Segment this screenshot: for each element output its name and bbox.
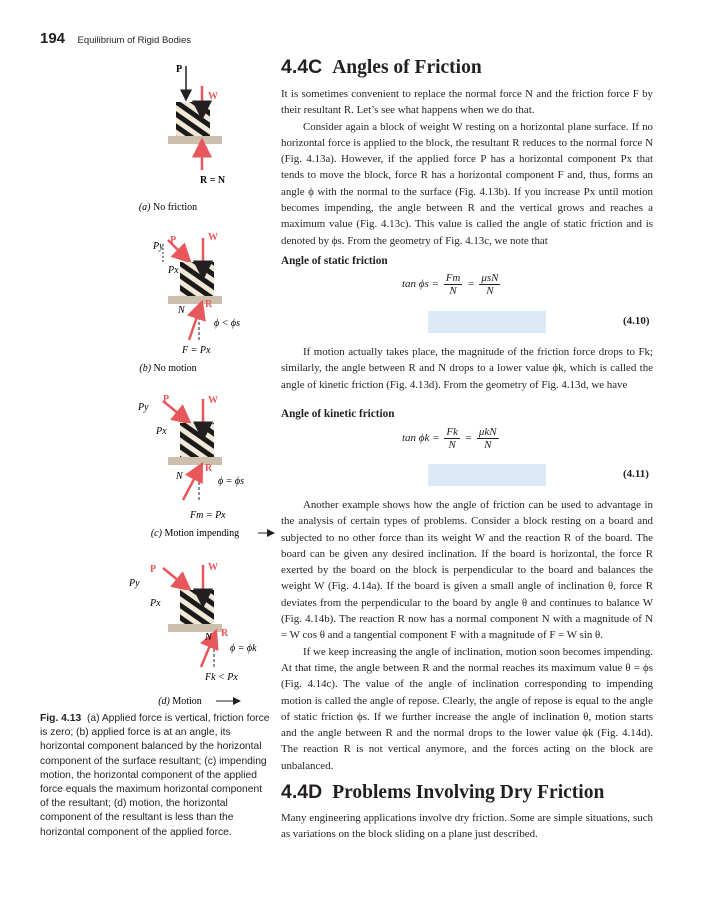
- body-text-3: [281, 497, 653, 774]
- body-text-2: [281, 344, 653, 393]
- diagram-a: [168, 64, 226, 186]
- label-r: R: [205, 463, 213, 474]
- equation-number: (4.10): [623, 315, 650, 327]
- block: [180, 262, 214, 296]
- force-p-arrow: [163, 568, 190, 590]
- subcaption-a: (a) No friction: [138, 202, 198, 213]
- block: [180, 423, 214, 457]
- label-px: Px: [150, 598, 161, 609]
- label-py: Py: [138, 402, 149, 413]
- ground: [168, 624, 222, 632]
- label-phi: ϕ = ϕk: [230, 643, 257, 654]
- figure-caption-text: (a) Applied force is vertical, friction force is zero; (b) applied force is at an angle, its horizontal component balanced by the horizontal component of the surface resultant; (c) impending motion, the horizontal component of the applied force equals the maximum horizontal component of the resultant; (d) motion, the horizontal component of the resultant is less than the horizontal component of the applied force.: [40, 713, 270, 838]
- diagram-c: [137, 394, 244, 521]
- label-f: F = Px: [182, 345, 211, 356]
- label-w: W: [208, 232, 218, 243]
- heading-angle-kinetic-friction: Angle of kinetic friction: [281, 408, 395, 420]
- label-w: W: [208, 395, 218, 406]
- equation-4-10: tan ϕs = $\frac{Fm}{N}$ = $\frac{\text{μsN}}{N}$: [402, 272, 499, 297]
- section-heading-4-4d: 4.4D Problems Involving Dry Friction: [281, 781, 605, 803]
- label-n: N: [176, 471, 183, 482]
- section-heading-4-4c: 4.4C Angles of Friction: [281, 56, 482, 78]
- ground: [168, 136, 222, 144]
- paragraph: It is sometimes convenient to replace the normal force N and the friction force F by their resultant R. Let’s see what happens when we do that.: [281, 88, 653, 117]
- label-p: P: [170, 235, 177, 246]
- label-n: N: [205, 632, 212, 643]
- label-phi: ϕ < ϕs: [214, 318, 240, 329]
- subcaption-d: (d) Motion: [158, 696, 202, 707]
- equation-number: (4.11): [623, 468, 649, 480]
- page-number: 194: [40, 30, 66, 47]
- label-w: W: [208, 91, 218, 102]
- block: [176, 102, 210, 136]
- label-px: Px: [168, 265, 179, 276]
- body-text-4: [281, 810, 653, 843]
- label-py: Py: [153, 241, 164, 252]
- paragraph: Many engineering applications involve dry friction. Some are simple situations, such as variations on the block sliding on a plane just described.: [281, 812, 653, 841]
- figure-label: Fig. 4.13: [40, 713, 82, 724]
- label-p: P: [176, 64, 183, 75]
- reaction-arrow: [189, 302, 202, 340]
- paragraph: Another example shows how the angle of friction can be used to advantage in the analysis of certain types of problems. Consider a block resting on a board and subjected to no other force than its weight W and the reaction R of the board. The board can be given any desired inclination. If the board is horizontal, the force R exerted by the board on the block is perpendicular to the board and balances the weight W (Fig. 4.14a). If the board is given a small angle of inclination θ, force R deviates from the perpendicular to the board by angle θ and continues to balance W (Fig. 4.14b). The reaction R now has a normal component N with a magnitude of N = W cos θ and a tangential component F with a magnitude of F = W sin θ.: [281, 499, 653, 642]
- equation-4-11: tan ϕk = $\frac{Fk}{N}$ = $\frac{\text{μkN}}{N}$: [402, 426, 497, 451]
- heading-angle-static-friction: Angle of static friction: [281, 255, 388, 267]
- diagram-d: [128, 562, 257, 683]
- subcaption-c: (c) Motion impending: [150, 528, 240, 539]
- running-title: Equilibrium of Rigid Bodies: [77, 35, 192, 46]
- figure-4-13: [0, 0, 280, 720]
- equation-box: [428, 464, 546, 486]
- label-fk: Fk < Px: [205, 672, 238, 683]
- figure-caption: [40, 712, 270, 840]
- paragraph: Consider again a block of weight W resting on a horizontal plane surface. If no horizontal force is applied to the block, the resultant R reduces to the normal force N (Fig. 4.13a). However, if the applied force P has a horizontal component Px that tends to move the block, force R has a horizontal component F and, thus, forms an angle ϕ with the normal to the surface (Fig. 4.13b). If you increase Px until motion becomes impending, the angle between R and the vertical grows and reaches a maximum value (Fig. 4.13c). This value is called the angle of static friction and is denoted by ϕs. From the geometry of Fig. 4.13c, we note that: [281, 120, 653, 247]
- diagram-b: [152, 232, 240, 356]
- block: [180, 590, 214, 624]
- label-fm: Fm = Px: [190, 510, 226, 521]
- label-px: Px: [156, 426, 167, 437]
- label-p: P: [163, 394, 170, 405]
- label-py: Py: [129, 578, 140, 589]
- label-w: W: [208, 562, 218, 573]
- ground: [168, 457, 222, 465]
- subcaption-b: (b) No motion: [139, 363, 197, 374]
- label-n: N: [178, 305, 185, 316]
- label-r: R: [221, 628, 229, 639]
- label-p: P: [150, 564, 157, 575]
- paragraph: If motion actually takes place, the magnitude of the friction force drops to Fk; similarly, the angle between R and N drops to a lower value ϕk, which is called the angle of kinetic friction (Fig. 4.13d). From the geometry of Fig. 4.13d, we have: [281, 346, 653, 391]
- body-text-1: [281, 86, 653, 249]
- label-phi: ϕ = ϕs: [218, 476, 244, 487]
- paragraph: If we keep increasing the angle of inclination, motion soon becomes impending. At that time, the angle between R and the normal reaches its maximum value θ = ϕs (Fig. 4.14c). The value of the angle of inclination corresponding to impending motion is called the angle of repose. Clearly, the angle of repose is equal to the angle of static friction ϕs. If we further increase the angle of inclination θ, motion starts and the angle between R and the normal drops to the lower value ϕk (Fig. 4.14d). The reaction R is not vertical anymore, and the forces acting on the block are unbalanced.: [281, 645, 653, 772]
- ground: [168, 296, 222, 304]
- label-r-eq-n: R = N: [200, 175, 226, 186]
- label-r: R: [205, 299, 213, 310]
- equation-box: [428, 311, 546, 333]
